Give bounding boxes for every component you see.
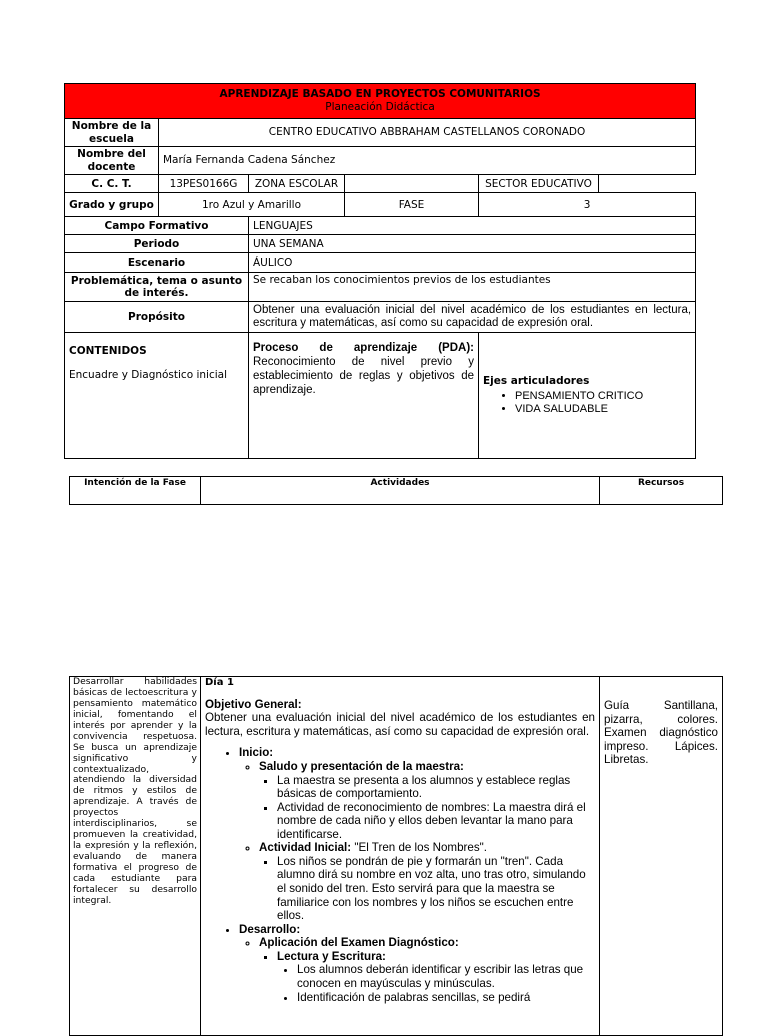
ejes-label: Ejes articuladores [483, 375, 590, 388]
pda-label: Proceso de aprendizaje (PDA): [253, 342, 474, 355]
grado-value: 1ro Azul y Amarillo [159, 193, 345, 217]
school-label: Nombre de la escuela [65, 119, 159, 147]
list-item: ▪ Actividad de reconocimiento de nombres: La maestra dirá el nombre de cada niño y ellos deben levantar la mano para identificarse. [277, 801, 595, 842]
zona-label: ZONA ESCOLAR [249, 175, 345, 193]
grado-label: Grado y grupo [65, 193, 159, 217]
list-item: • Los alumnos deberán identificar y escribir las letras que conocen en mayúsculas y minúsculas. [297, 963, 595, 990]
actividades-cell [201, 677, 600, 1036]
sector-label: SECTOR EDUCATIVO [479, 175, 599, 193]
periodo-label: Periodo [65, 235, 249, 253]
document-subtitle: Planeación Didáctica [325, 101, 435, 113]
ejes-list [483, 390, 691, 415]
pda-value: Reconocimiento de nivel previo y establecimiento de reglas y objetivos de aprendizaje. [253, 356, 474, 396]
phase-header-table [69, 476, 723, 505]
col-actividades-header: Actividades [201, 477, 600, 505]
list-item: ▪ Los niños se pondrán de pie y formarán un "tren". Cada alumno dirá su nombre en voz alta, uno tras otro, simulando el sonido del tren. Esto servirá para que la maestra se familiarice con los nombres y los niños se escuchen entre ellos. [277, 855, 595, 923]
intencion-cell: Desarrollar habilidades básicas de lectoescritura y pensamiento matemático inicial, fomentando el interés por aprender y la convivencia respetuosa. Se busca un aprendizaje significativo y contextualizado, atendiendo la diversidad de ritmos y estilos de aprendizaje. A través de proyectos interdisciplinarios, se promueven la creatividad, la expresión y la reflexión, evaluando de manera formativa el progreso de cada estudiante para fortalecer su desarrollo integral. [70, 677, 201, 1036]
campo-label: Campo Formativo [65, 217, 249, 235]
fase-value: 3 [479, 193, 696, 217]
problematica-label: Problemática, tema o asunto de interés. [65, 273, 249, 302]
lectura-label: Lectura y Escritura: [277, 949, 386, 963]
objetivo-text: Obtener una evaluación inicial del nivel académico de los estudiantes en lectura, escritura y matemáticas, así como su capacidad de expresión oral. [205, 711, 595, 738]
sector-value [599, 175, 696, 193]
actividad-inicial-text: "El Tren de los Nombres". [354, 841, 487, 855]
zona-value [345, 175, 479, 193]
actividad-inicial-label: Actividad Inicial: [259, 841, 352, 855]
contenidos-value: Encuadre y Diagnóstico inicial [69, 368, 228, 381]
teacher-label: Nombre del docente [65, 147, 159, 175]
objetivo-label: Objetivo General: [205, 697, 302, 711]
contenidos-label: CONTENIDOS [69, 345, 147, 358]
list-item: ▪ La maestra se presenta a los alumnos y establece reglas básicas de comportamiento. [277, 774, 595, 801]
periodo-value: UNA SEMANA [249, 235, 696, 253]
col-intencion-header: Intención de la Fase [70, 477, 201, 505]
proposito-label: Propósito [65, 302, 249, 333]
aplicacion-label: Aplicación del Examen Diagnóstico: [259, 936, 459, 950]
saludo-label: Saludo y presentación de la maestra: [259, 759, 464, 773]
col-recursos-header: Recursos [600, 477, 723, 505]
planning-header-table [64, 83, 696, 459]
proposito-value: Obtener una evaluación inicial del nivel académico de los estudiantes en lectura, escritura y matemáticas, así como su capacidad de expresión oral. [249, 302, 696, 333]
cct-label: C. C. T. [65, 175, 159, 193]
phases-list [205, 746, 595, 1004]
problematica-value: Se recaban los conocimientos previos de los estudiantes [249, 273, 696, 302]
eje-item: • PENSAMIENTO CRITICO [515, 390, 691, 403]
day-plan-table [69, 676, 723, 1036]
pda-cell [249, 333, 479, 459]
contenidos-cell [65, 333, 249, 459]
campo-value: LENGUAJES [249, 217, 696, 235]
title-banner [65, 84, 696, 119]
school-value: CENTRO EDUCATIVO ABBRAHAM CASTELLANOS CORONADO [159, 119, 696, 147]
desarrollo-label: Desarrollo: [239, 922, 301, 936]
objetivo-block [205, 698, 595, 739]
inicio-label: Inicio: [239, 746, 274, 760]
eje-item: • VIDA SALUDABLE [515, 403, 691, 416]
day-label: Día 1 [205, 677, 234, 688]
document-title: APRENDIZAJE BASADO EN PROYECTOS COMUNITARIOS [219, 88, 541, 101]
recursos-cell: Guía Santillana, pizarra, colores. Examen diagnóstico impreso. Lápices. Libretas. [600, 677, 723, 1036]
escenario-value: ÁULICO [249, 253, 696, 273]
list-item: • Identificación de palabras sencillas, se pedirá [297, 991, 595, 1005]
cct-value: 13PES0166G [159, 175, 249, 193]
fase-label: FASE [345, 193, 479, 217]
escenario-label: Escenario [65, 253, 249, 273]
teacher-value: María Fernanda Cadena Sánchez [159, 147, 696, 175]
ejes-cell [479, 333, 696, 459]
